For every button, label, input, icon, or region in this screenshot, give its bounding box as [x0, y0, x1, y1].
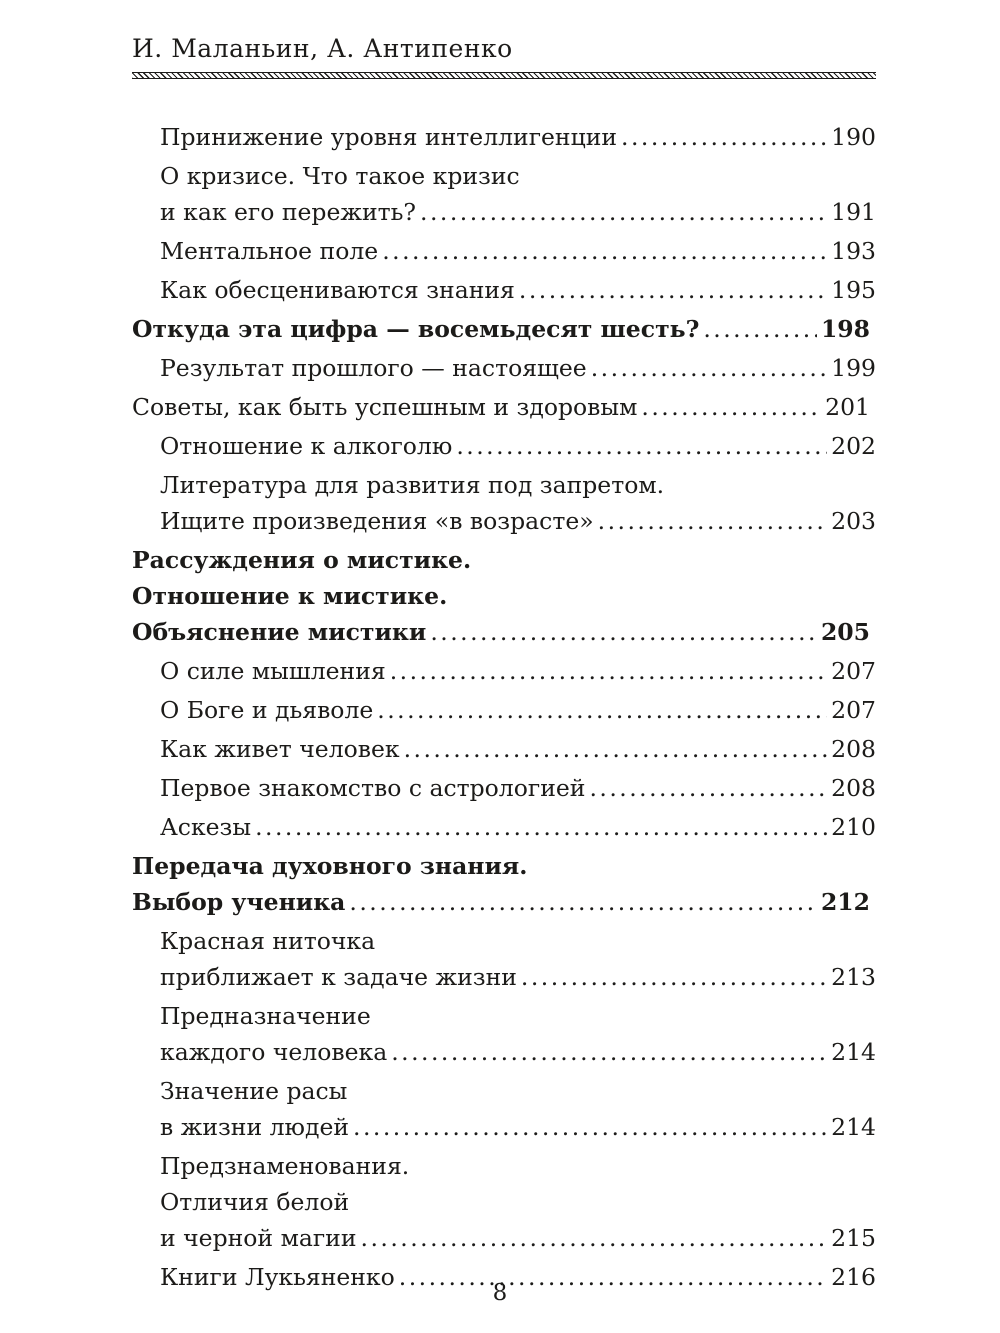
toc-entry-row: [160, 653, 876, 689]
toc-entry-row: [132, 311, 876, 347]
dot-leader: [519, 272, 827, 308]
dot-leader: [703, 311, 817, 347]
toc-entry: [132, 809, 876, 845]
toc-page-number: 216: [831, 1263, 876, 1291]
toc-page-number: 199: [831, 354, 876, 382]
dot-leader: [430, 614, 817, 650]
toc-entry-row: [160, 272, 876, 308]
toc-entry-title-line: Предзнаменования.: [160, 1152, 410, 1180]
toc-page-number: 201: [825, 393, 870, 421]
dot-leader: [641, 389, 821, 425]
running-head: И. Маланьин, А. Антипенко: [132, 34, 513, 63]
toc-entry-title-line: Рассуждения о мистике.: [132, 546, 472, 574]
toc-entry-row: [160, 1109, 876, 1145]
toc-entry-row: [160, 503, 876, 539]
toc-entry-title-line: О Боге и дьяволе: [160, 696, 374, 724]
table-of-contents: [132, 119, 876, 1298]
toc-entry-title-line: Ищите произведения «в возрасте»: [160, 507, 594, 535]
toc-entry-row: [160, 233, 876, 269]
toc-entry-title-line: и как его пережить?: [160, 198, 417, 226]
toc-entry-row: [160, 809, 876, 845]
toc-entry-title-line: Значение расы: [160, 1077, 348, 1105]
toc-entry-title-line: Объяснение мистики: [132, 618, 427, 646]
toc-entry-title-line: и черной магии: [160, 1224, 357, 1252]
toc-entry: [132, 272, 876, 308]
toc-entry-title-line: Книги Лукьяненко: [160, 1263, 395, 1291]
toc-page-number: 207: [831, 696, 876, 724]
toc-entry-title-line: в жизни людей: [160, 1113, 350, 1141]
toc-entry-row: [160, 428, 876, 464]
dot-leader: [589, 770, 827, 806]
toc-page-number: 215: [831, 1224, 876, 1252]
toc-entry: [132, 542, 876, 650]
dot-leader: [382, 233, 827, 269]
toc-entry-row: [160, 119, 876, 155]
toc-entry: [132, 119, 876, 155]
dot-leader: [255, 809, 827, 845]
toc-entry-title-line: Красная ниточка: [160, 927, 376, 955]
toc-page-number: 214: [831, 1038, 876, 1066]
toc-entry-title-line: Отличия белой: [160, 1188, 350, 1216]
toc-entry-title-line: Предназначение: [160, 1002, 371, 1030]
toc-entry: [132, 653, 876, 689]
toc-page-number: 208: [831, 774, 876, 802]
toc-entry-title-line: Результат прошлого — настоящее: [160, 354, 587, 382]
toc-entry-title-line: Советы, как быть успешным и здоровым: [132, 393, 638, 421]
toc-entry: [132, 1148, 876, 1256]
toc-entry-row: [160, 350, 876, 386]
toc-entry: [132, 770, 876, 806]
page-number: 8: [492, 1280, 508, 1306]
toc-page-number: 190: [831, 123, 876, 151]
toc-entry: [132, 158, 876, 230]
toc-entry: [132, 692, 876, 728]
dot-leader: [621, 119, 827, 155]
toc-entry-title-line: Как обесцениваются знания: [160, 276, 515, 304]
toc-page-number: 203: [831, 507, 876, 535]
toc-page-number: 202: [831, 432, 876, 460]
toc-entry: [132, 350, 876, 386]
toc-entry-title-line: приближает к задаче жизни: [160, 963, 517, 991]
toc-entry-row: [132, 389, 876, 425]
toc-entry-row: [160, 770, 876, 806]
toc-entry: [132, 233, 876, 269]
toc-page-number: 193: [831, 237, 876, 265]
toc-entry-row: [160, 1220, 876, 1256]
toc-page-number: 205: [820, 618, 870, 646]
dot-leader: [349, 884, 817, 920]
dot-leader: [391, 1034, 827, 1070]
toc-page-number: 198: [820, 315, 870, 343]
dot-leader: [598, 503, 828, 539]
toc-entry-title-line: Выбор ученика: [132, 888, 346, 916]
dot-leader: [377, 692, 827, 728]
toc-entry-row: [160, 959, 876, 995]
header-rule: [132, 72, 876, 79]
dot-leader: [521, 959, 827, 995]
toc-entry-title-line: О силе мышления: [160, 657, 386, 685]
toc-page-number: 191: [831, 198, 876, 226]
toc-entry-title-line: Аскезы: [160, 813, 252, 841]
toc-entry-title-line: Откуда эта цифра — восемьдесят шесть?: [132, 315, 700, 343]
dot-leader: [390, 653, 827, 689]
toc-page-number: 214: [831, 1113, 876, 1141]
dot-leader: [591, 350, 827, 386]
toc-entry: [132, 731, 876, 767]
toc-entry: [132, 998, 876, 1070]
dot-leader: [404, 731, 828, 767]
toc-entry-title-line: Литература для развития под запретом.: [160, 471, 665, 499]
toc-entry-row: [160, 194, 876, 230]
dot-leader: [420, 194, 827, 230]
dot-leader: [361, 1220, 828, 1256]
toc-entry-title-line: Передача духовного знания.: [132, 852, 528, 880]
toc-entry: [132, 311, 876, 347]
toc-entry: [132, 923, 876, 995]
toc-entry-title-line: Первое знакомство с астрологией: [160, 774, 586, 802]
toc-entry-row: [160, 1034, 876, 1070]
toc-entry-row: [132, 614, 876, 650]
toc-entry-title-line: каждого человека: [160, 1038, 388, 1066]
toc-entry-title-line: О кризисе. Что такое кризис: [160, 162, 520, 190]
toc-entry-row: [160, 731, 876, 767]
toc-entry: [132, 467, 876, 539]
toc-entry: [132, 848, 876, 920]
toc-page-number: 212: [820, 888, 870, 916]
toc-page-number: 208: [831, 735, 876, 763]
toc-page-number: 210: [831, 813, 876, 841]
toc-entry-title-line: Ментальное поле: [160, 237, 379, 265]
toc-entry: [132, 1073, 876, 1145]
toc-entry-row: [160, 692, 876, 728]
dot-leader: [456, 428, 827, 464]
toc-entry-title-line: Принижение уровня интеллигенции: [160, 123, 618, 151]
toc-entry-row: [132, 884, 876, 920]
toc-entry: [132, 389, 876, 425]
toc-entry-title-line: Отношение к алкоголю: [160, 432, 453, 460]
toc-entry: [132, 428, 876, 464]
toc-page-number: 195: [831, 276, 876, 304]
toc-entry-title-line: Отношение к мистике.: [132, 582, 448, 610]
toc-page-number: 213: [831, 963, 876, 991]
toc-page-number: 207: [831, 657, 876, 685]
toc-entry-title-line: Как живет человек: [160, 735, 400, 763]
dot-leader: [353, 1109, 827, 1145]
